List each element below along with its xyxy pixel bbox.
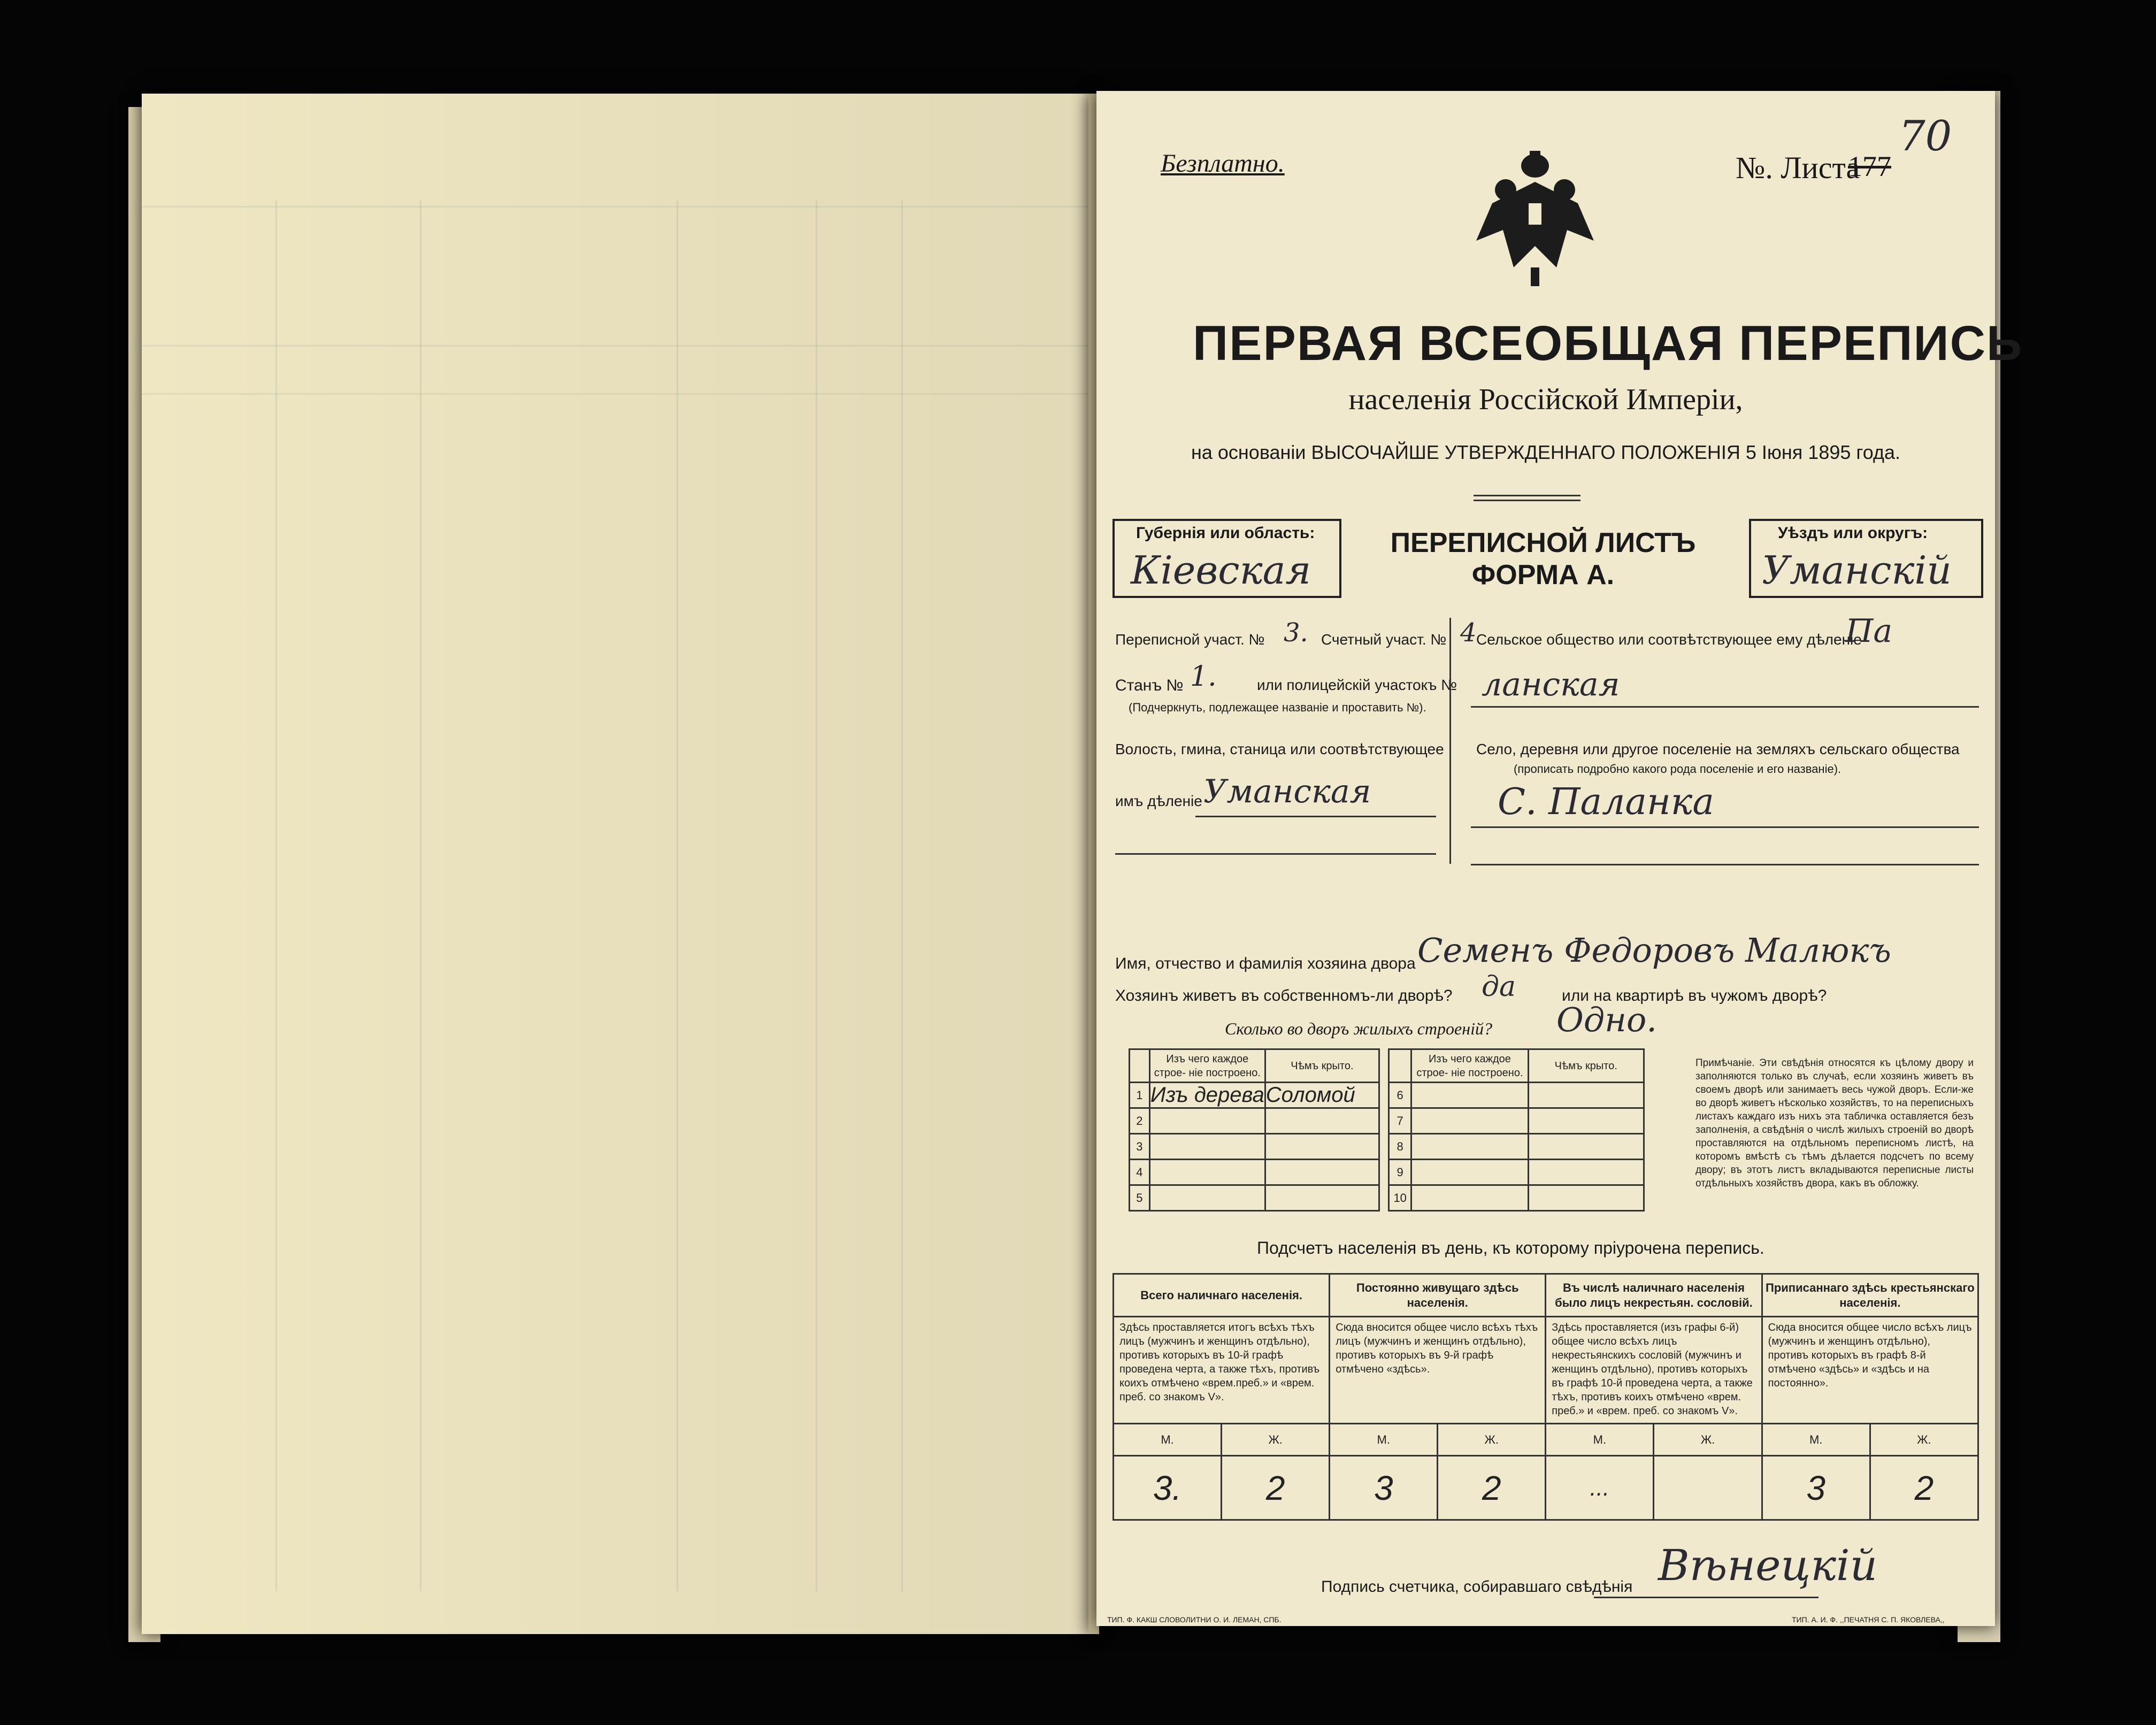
count-male: ... — [1546, 1456, 1654, 1520]
enumerator-signature: Вѣнецкій — [1658, 1540, 1878, 1590]
row-number: 10 — [1389, 1185, 1411, 1211]
owner-name-label: Имя, отчество и фамилія хозяина двора — [1115, 955, 1416, 972]
district-value: Уманскій — [1762, 548, 1952, 593]
count-female: 2 — [1438, 1456, 1546, 1520]
female-label: Ж. — [1222, 1424, 1330, 1456]
female-label: Ж. — [1870, 1424, 1978, 1456]
population-table — [1112, 1273, 1979, 1521]
row-number: 9 — [1389, 1160, 1411, 1185]
col-material-2: Изъ чего каждое строе- ніе построено. — [1411, 1049, 1528, 1083]
form-title-2: ФОРМА А. — [1471, 559, 1615, 591]
census-subtitle: населенія Россійской Имперіи, — [1348, 383, 1743, 416]
male-label: М. — [1330, 1424, 1438, 1456]
census-title: ПЕРВАЯ ВСЕОБЩАЯ ПЕРЕПИСЬ — [1193, 316, 2023, 371]
form-title: ПЕРЕПИСНОЙ ЛИСТЪ — [1390, 527, 1696, 558]
count-female: 2 — [1870, 1456, 1978, 1520]
female-label: Ж. — [1438, 1424, 1546, 1456]
district-box — [1749, 519, 1983, 598]
row-material: Изъ дерева — [1149, 1083, 1265, 1108]
society-value-1: Па — [1845, 612, 1893, 650]
owner-lives-value: да — [1482, 971, 1516, 1003]
count-female — [1654, 1456, 1762, 1520]
province-value: Кіевская — [1131, 548, 1311, 593]
col-roof: Чѣмъ крыто. — [1265, 1049, 1379, 1083]
male-label: М. — [1546, 1424, 1654, 1456]
printer-right: ТИП. А. И. Ф. ,,ПЕЧАТНЯ С. П. ЯКОВЛЕВА,, — [1792, 1615, 1945, 1624]
owner-lives-label: Хозяинъ живетъ въ собственномъ-ли дворѣ? — [1115, 987, 1453, 1005]
census-basis: на основаніи ВЫСОЧАЙШЕ УТВЕРЖДЕННАГО ПОЛОЖЕНІЯ 5 Іюня 1895 года. — [1191, 441, 1900, 463]
village-label: Село, деревня или другое поселеніе на земляхъ сельскаго общества — [1476, 741, 1960, 757]
group-title: Въ числѣ наличнаго населенія было лицъ некрестьян. сословій. — [1546, 1274, 1762, 1317]
province-label: Губернія или область: — [1136, 524, 1315, 542]
village-value: С. Паланка — [1498, 781, 1714, 823]
row-number: 4 — [1130, 1160, 1150, 1185]
society-label: Сельское общество или соотвѣтствующее ему дѣленіе — [1476, 631, 1862, 648]
owner-lives-label-2: или на квартирѣ въ чужомъ дворѣ? — [1562, 987, 1827, 1005]
owner-name-value: Семенъ Федоровъ Малюкъ — [1417, 931, 1891, 970]
count-male: 3 — [1330, 1456, 1438, 1520]
note-text: Примѣчаніе. Эти свѣдѣнія относятся къ цѣлому двору и заполняются только въ случаѣ, если хозяинъ живетъ въ своемъ дворѣ или занимаетъ весь чужой дворъ. Если-же во дворѣ живетъ нѣсколько хозяйствъ, то на переписныхъ листахъ каждаго изъ нихъ эта табличка оставляется безъ заполненія, а свѣдѣнія о числѣ жилыхъ строеній во дворѣ проставляются на отдѣльномъ переписномъ листѣ, на которомъ вмѣстѣ съ тѣмъ дѣлается подсчетъ по всему двору; въ этотъ листъ вкладываются переписные листы отдѣльныхъ хозяйствъ двора, какъ въ обложку. — [1695, 1057, 1974, 1189]
left-blank-page — [142, 94, 1088, 1634]
society-value-2: ланская — [1482, 666, 1620, 703]
male-label: М. — [1762, 1424, 1870, 1456]
row-number: 7 — [1389, 1108, 1411, 1134]
district-label: Уѣздъ или округъ: — [1778, 524, 1928, 542]
count-male: 3. — [1114, 1456, 1222, 1520]
count-female: 2 — [1222, 1456, 1330, 1520]
count-male: 3 — [1762, 1456, 1870, 1520]
census-form-page — [1096, 91, 2023, 1626]
province-box — [1112, 519, 1341, 598]
village-note: (прописать подробно какого рода поселеніе и его названіе). — [1514, 762, 1842, 776]
group-title: Приписаннаго здѣсь крестьянскаго населенія. — [1762, 1274, 1978, 1317]
buildings-table-left — [1129, 1048, 1380, 1212]
row-number: 1 — [1130, 1083, 1150, 1108]
population-heading: Подсчетъ населенія въ день, къ которому пріурочена перепись. — [1257, 1238, 1764, 1258]
census-area-value: 3. — [1284, 618, 1308, 648]
female-label: Ж. — [1654, 1424, 1762, 1456]
row-number: 2 — [1130, 1108, 1150, 1134]
row-number: 5 — [1130, 1185, 1150, 1211]
buildings-value: Одно. — [1556, 1000, 1657, 1039]
group-title: Постоянно живущаго здѣсь населенія. — [1330, 1274, 1546, 1317]
police-label: или полицейскій участокъ № — [1257, 677, 1457, 693]
volost-label-2: имъ дѣленіе — [1115, 793, 1202, 809]
sheet-number-handwritten: 70 — [1899, 112, 1952, 160]
male-label: М. — [1114, 1424, 1222, 1456]
row-number: 8 — [1389, 1134, 1411, 1160]
count-area-value: 4 — [1460, 618, 1477, 648]
row-number: 3 — [1130, 1134, 1150, 1160]
free-label: Безплатно. — [1161, 149, 1285, 178]
row-roof: Соломой — [1265, 1083, 1379, 1108]
col-roof-2: Чѣмъ крыто. — [1528, 1049, 1644, 1083]
census-area-label: Переписной участ. № — [1115, 631, 1265, 648]
group-desc: Здѣсь проставляется (изъ графы 6-й) общее число всѣхъ лицъ некрестьянскихъ сословій (мужчинъ и женщинъ отдѣльно), противъ которыхъ въ графѣ 10-й проведена черта, а также тѣхъ, противъ коихъ отмѣчено «врем. преб.» и «врем. преб. со знакомъ V». — [1546, 1317, 1762, 1424]
count-area-label: Счетный участ. № — [1321, 631, 1447, 648]
printer-left: ТИП. Ф. КАКШ СЛОВОЛИТНИ О. И. ЛЕМАН, СПБ. — [1107, 1615, 1282, 1624]
police-note: (Подчеркнуть, подлежащее названіе и проставить №). — [1129, 701, 1426, 714]
stan-value: 1. — [1190, 661, 1217, 693]
group-desc: Сюда вносится общее число всѣхъ тѣхъ лицъ (мужчинъ и женщинъ отдѣльно), противъ которыхъ въ 9-й графѣ отмѣчено «здѣсь». — [1330, 1317, 1546, 1424]
volost-value: Уманская — [1203, 773, 1371, 810]
buildings-table-right — [1388, 1048, 1645, 1212]
group-title: Всего наличнаго населенія. — [1114, 1274, 1330, 1317]
signature-label: Подпись счетчика, собиравшаго свѣдѣнія — [1321, 1578, 1633, 1596]
col-material: Изъ чего каждое строе- ніе построено. — [1149, 1049, 1265, 1083]
stan-label: Станъ № — [1115, 677, 1184, 694]
group-desc: Здѣсь проставляется итогъ всѣхъ тѣхъ лицъ (мужчинъ и женщинъ отдѣльно), противъ которыхъ въ 10-й графѣ проведена черта, а также тѣхъ, противъ коихъ отмѣчено «врем.преб.» и «врем. преб. со знакомъ V». — [1114, 1317, 1330, 1424]
ornament-divider — [1474, 495, 1580, 501]
double-headed-eagle-emblem — [1471, 144, 1599, 289]
buildings-label: Сколько во дворъ жилыхъ строеній? — [1225, 1019, 1492, 1038]
group-desc: Сюда вносится общее число всѣхъ лицъ (мужчинъ и женщинъ отдѣльно), противъ которыхъ въ графѣ 8-й отмѣчено «здѣсь» и «здѣсь и на постоянно». — [1762, 1317, 1978, 1424]
sheet-number-label: №. Листа — [1736, 150, 1860, 185]
row-number: 6 — [1389, 1083, 1411, 1108]
sheet-number-struck: 177 — [1848, 150, 1891, 182]
volost-label: Волость, гмина, станица или соотвѣтствующее — [1115, 741, 1444, 757]
